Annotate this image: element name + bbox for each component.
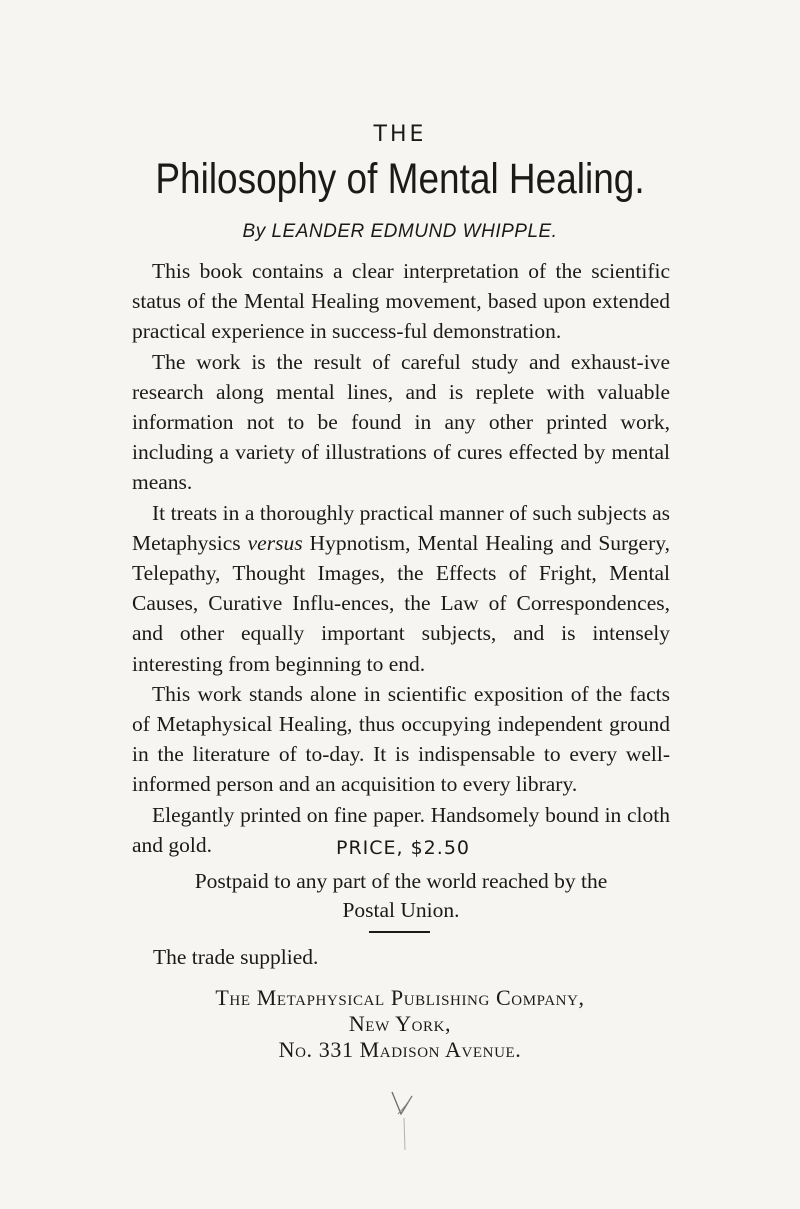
trade-note: The trade supplied.	[153, 945, 319, 969]
paragraph-3-text-start: It treats in a thoroughly practical manner of such subjects as Metaphysics	[132, 500, 670, 555]
paragraph-4	[132, 679, 670, 800]
page-title: Philosophy of Mental Healing.	[155, 155, 645, 203]
paragraph-3-italic: versus	[247, 530, 303, 555]
paragraph-3-text-end: Hypnotism, Mental Healing and Surgery, Telepathy, Thought Images, the Effects of Fright, Mental Causes, Curative Influ-ences, the Law of Correspondences, and other equally important subjects, and is intensely interesting from beginning to end.	[132, 530, 670, 676]
publisher-block	[100, 985, 700, 1063]
publisher-name: The Metaphysical Publishing Company,	[215, 985, 585, 1010]
postpaid-line-2: Postal Union.	[342, 898, 460, 922]
price-line: PRICE, $2.50	[335, 837, 470, 859]
divider-rule	[369, 931, 430, 933]
postpaid-note	[132, 867, 670, 925]
paragraph-1	[132, 256, 670, 347]
paragraph-3	[132, 498, 670, 679]
postpaid-line-1: Postpaid to any part of the world reached by the	[194, 869, 608, 893]
paragraph-2	[132, 347, 670, 498]
publisher-address: No. 331 Madison Avenue.	[278, 1037, 522, 1062]
description-body	[132, 256, 670, 860]
paragraph-2-text: The work is the result of careful study and exhaust-ive research along mental lines, and is replete with valuable information not to be found in any other printed work, including a variety of illustrations of cures effected by mental means.	[132, 349, 670, 495]
pencil-mark-icon	[388, 1088, 418, 1152]
paragraph-5-text: Elegantly printed on fine paper. Handsomely bound in cloth and gold.	[132, 802, 670, 857]
author-line: By LEANDER EDMUND WHIPPLE.	[242, 221, 558, 242]
paragraph-1-text: This book contains a clear interpretation of the scientific status of the Mental Healing movement, based upon extended practical experience in success-ful demonstration.	[132, 259, 670, 344]
the-heading: THE	[373, 122, 427, 147]
paragraph-4-text: This work stands alone in scientific exposition of the facts of Metaphysical Healing, thus occupying independent ground in the literature of to-day. It is indispensable to every well-informed person and an acquisition to every library.	[132, 681, 670, 797]
publisher-city: New York,	[348, 1011, 452, 1036]
